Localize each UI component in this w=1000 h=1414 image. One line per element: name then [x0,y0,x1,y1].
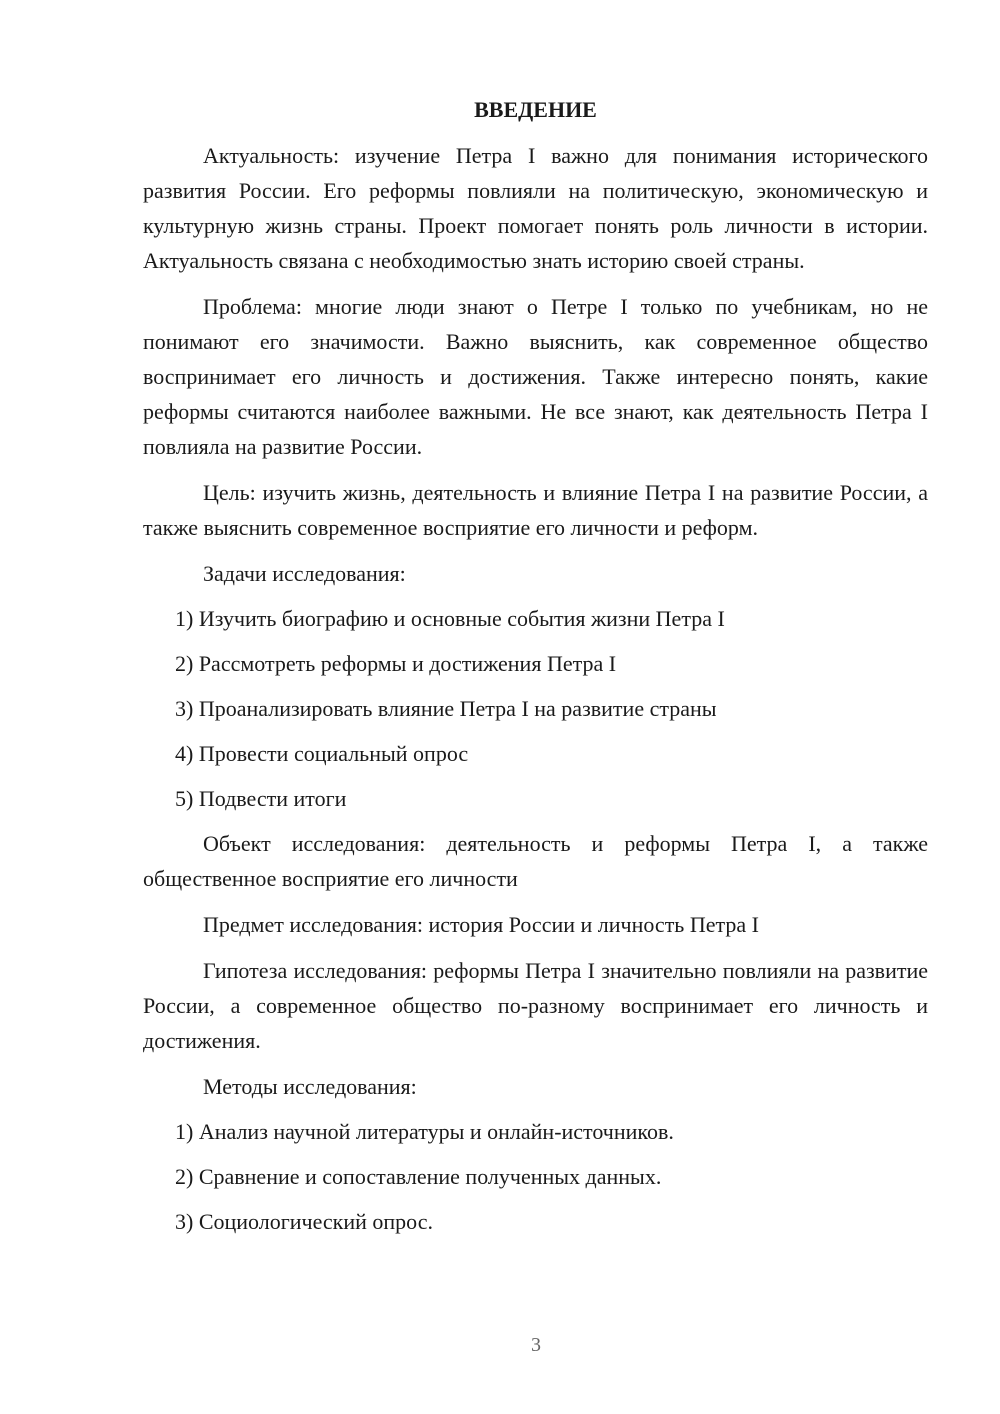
page-content [143,95,928,1249]
method-item: 3) Социологический опрос. [175,1209,433,1234]
goal-paragraph: Цель: изучить жизнь, деятельность и влияние Петра I на развитие России, а также выяснить современное восприятие его личности и реформ. [143,480,928,540]
task-item: 5) Подвести итоги [175,786,347,811]
task-item: 2) Рассмотреть реформы и достижения Петра I [175,651,617,676]
hypothesis-paragraph: Гипотеза исследования: реформы Петра I значительно повлияли на развитие России, а современное общество по-разному воспринимает его личность и достижения. [143,958,928,1053]
task-item: 4) Провести социальный опрос [175,741,469,766]
page-number: 3 [531,1334,541,1356]
subject-paragraph: Предмет исследования: история России и личность Петра I [203,912,759,937]
method-item: 2) Сравнение и сопоставление полученных данных. [175,1164,662,1189]
task-item: 3) Проанализировать влияние Петра I на развитие страны [175,696,717,721]
problem-paragraph: Проблема: многие люди знают о Петре I только по учебникам, но не понимают его значимости. Важно выяснить, как современное общество воспринимает его личность и достижения. Также интересно понять, какие реформы считаются наиболее важными. Не все знают, как деятельность Петра I повлияла на развитие России. [143,294,928,459]
method-item: 1) Анализ научной литературы и онлайн-источников. [175,1119,674,1144]
methods-heading: Методы исследования: [203,1074,417,1099]
object-paragraph: Объект исследования: деятельность и реформы Петра I, а также общественное восприятие его личности [143,831,928,891]
tasks-heading: Задачи исследования: [203,561,406,586]
methods-list [143,1114,928,1239]
task-item: 1) Изучить биографию и основные события жизни Петра I [175,606,725,631]
section-title: ВВЕДЕНИЕ [474,97,597,122]
tasks-list [143,601,928,816]
relevance-paragraph: Актуальность: изучение Петра I важно для понимания исторического развития России. Его реформы повлияли на политическую, экономическую и культурную жизнь страны. Проект помогает понять роль личности в истории. Актуальность связана с необходимостью знать историю своей страны. [143,143,928,273]
